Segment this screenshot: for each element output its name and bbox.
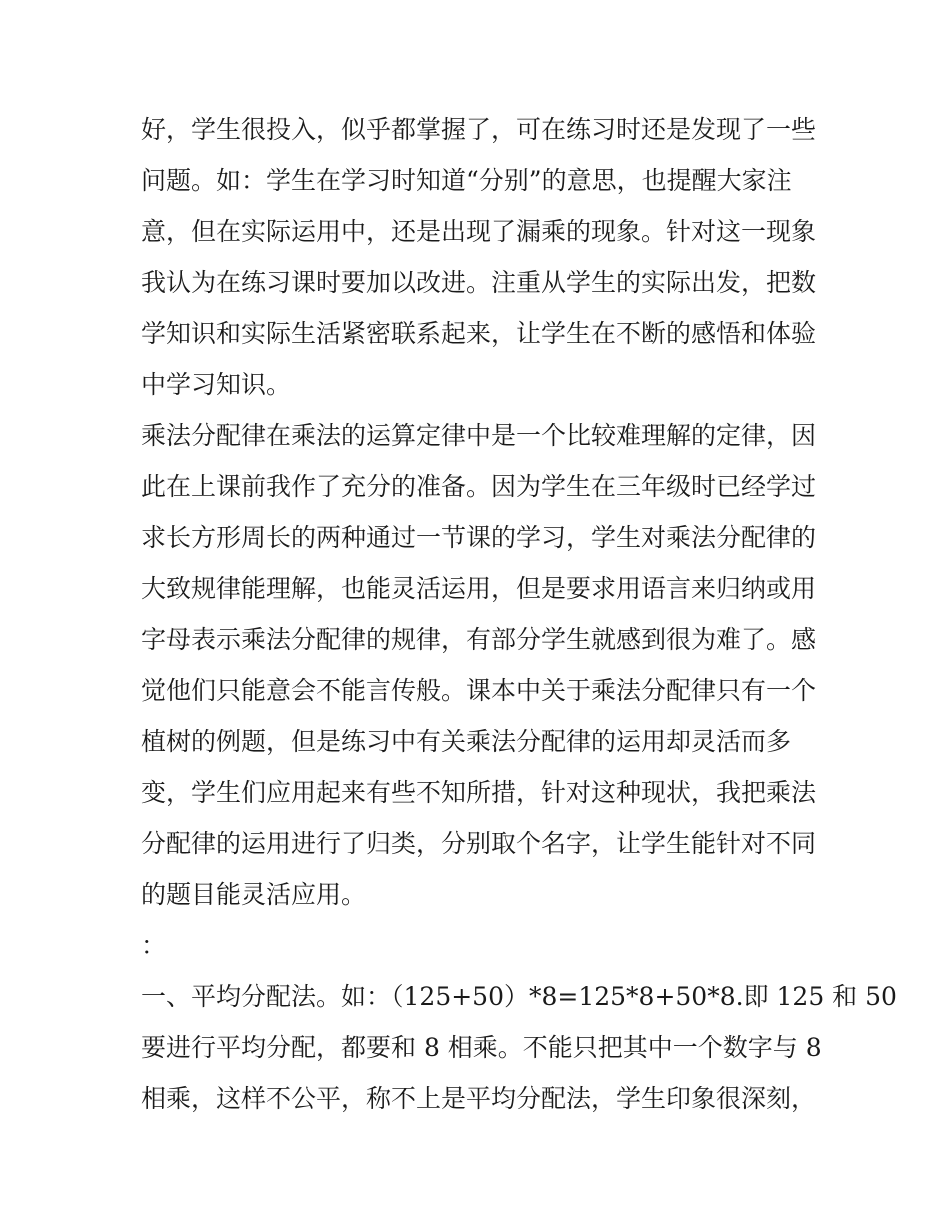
text-line: 好，学生很投入，似乎都掌握了，可在练习时还是发现了一些 — [141, 115, 817, 144]
text-line: 求长方形周长的两种通过一节课的学习，学生对乘法分配律的 — [141, 523, 817, 552]
text-line: 分配律的运用进行了归类，分别取个名字，让学生能针对不同 — [141, 829, 817, 858]
text-line: 意，但在实际运用中，还是出现了漏乘的现象。针对这一现象 — [141, 217, 817, 246]
text-line: 变，学生们应用起来有些不知所措，针对这种现状，我把乘法 — [141, 778, 817, 807]
document-body — [141, 104, 897, 1124]
text-line: 的题目能灵活应用。 — [141, 880, 367, 909]
text-line: 要进行平均分配，都要和 8 相乘。不能只把其中一个数字与 8 — [141, 1033, 822, 1062]
text-line: 此在上课前我作了充分的准备。因为学生在三年级时已经学过 — [141, 472, 817, 501]
text-line: 乘法分配律在乘法的运算定律中是一个比较难理解的定律，因 — [141, 421, 817, 450]
text-line: 我认为在练习课时要加以改进。注重从学生的实际出发，把数 — [141, 268, 817, 297]
text-line: 学知识和实际生活紧密联系起来，让学生在不断的感悟和体验 — [141, 319, 817, 348]
text-line: 中学习知识。 — [141, 370, 292, 399]
text-line: 觉他们只能意会不能言传般。课本中关于乘法分配律只有一个 — [141, 676, 817, 705]
text-line: 相乘，这样不公平，称不上是平均分配法，学生印象很深刻， — [141, 1084, 817, 1113]
text-line: ： — [141, 931, 167, 960]
text-line: 问题。如：学生在学习时知道“分别”的意思，也提醒大家注 — [141, 166, 792, 195]
text-line: 字母表示乘法分配律的规律，有部分学生就感到很为难了。感 — [141, 625, 817, 654]
text-line: 大致规律能理解，也能灵活运用，但是要求用语言来归纳或用 — [141, 574, 817, 603]
text-line: 植树的例题，但是练习中有关乘法分配律的运用却灵活而多 — [141, 727, 792, 756]
text-line: 一、平均分配法。如：（125+50）*8=125*8+50*8.即 125 和 50 — [141, 982, 897, 1011]
